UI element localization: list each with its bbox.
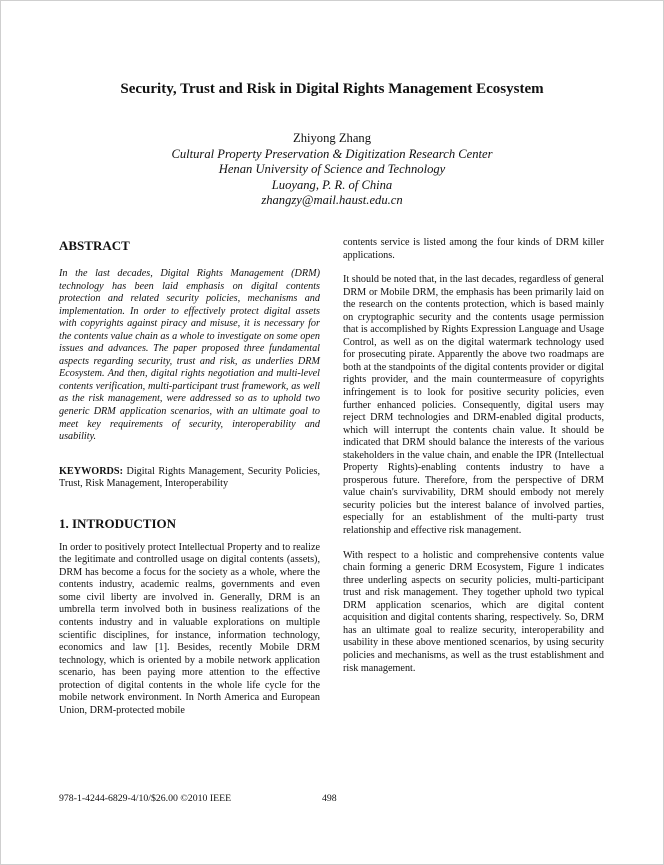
left-column (59, 237, 320, 717)
abstract-heading: ABSTRACT (59, 238, 130, 253)
affiliation-location: Luoyang, P. R. of China (271, 177, 393, 192)
introduction-paragraph-3: With respect to a holistic and comprehensive contents value chain forming a generic DRM Ecosystem, Figure 1 indicates three underling aspects on security policies, multi-participant trust and risk management. They together uphold two typical DRM application scenarios, which are digital content acquisition and digital contents sharing, respectively. So, DRM has an ultimate goal to realize security, interoperability and usability in these above mentioned scenarios, by using security policies and mechanisms, as well as the trust establishment and risk management. (343, 549, 604, 674)
footer-page-number: 498 (322, 793, 337, 804)
author-name: Zhiyong Zhang (293, 131, 371, 145)
keywords-label: KEYWORDS: (59, 465, 123, 477)
author-email: zhangzy@mail.haust.edu.cn (261, 193, 403, 208)
introduction-paragraph-1: In order to positively protect Intellectual Property and to realize the legitimate and controlled usage on digital contents (assets), DRM has become a focus for the society as a whole, where the contents industry, academic realms, governments and even some civil liberty are involved in. Generally, DRM is an umbrella term involved both in business realizations of the contents industry and in valuable explorations on multiple scientific disciplines, for instance, information technology, economics and law [1]. Besides, recently Mobile DRM technology, which is oriented by a mobile network application scenario, has been paying more attention to the effective protection of digital contents in the whole life cycle for the mobile network environment. In North America and European Union, DRM-protected mobile (59, 541, 320, 716)
introduction-heading: 1. INTRODUCTION (59, 515, 177, 531)
author-block (1, 131, 663, 209)
introduction-paragraph-1-continued: contents service is listed among the four kinds of DRM killer applications. (343, 237, 604, 261)
affiliation-university: Henan University of Science and Technology (218, 162, 446, 177)
keywords (59, 466, 320, 491)
introduction-paragraph-2: It should be noted that, in the last decades, regardless of general DRM or Mobile DRM, the emphasis has been primarily laid on the research on the contents protection, which is based mainly on cryptographic security and the contents usage permission that is accomplished by Rights Expression Language and Usage Control, as well as on the digital watermark technology used for prosecuting pirate. Apparently the above two roadmaps are both at the standpoints of the digital contents provider or digital rights provider, and the main countermeasure of copyrights infringement is to look for positive security policies, even further enhanced policies. Consequently, digital users may reject DRM technologies and DRM-enabled digital products, which will interrupt the contents chain value. It should be indicated that DRM should balance the interests of the various stakeholders in the value chain, and enable the IPR (Intellectual Property Rights)-enabling contents industry to have a prosperous future. Therefore, from the perspective of DRM value chain's survivability, DRM should embody not merely security policies but the interest balance of involved parties, especially for an establishment of the multi-party trust relationship and effective risk management. (343, 274, 604, 537)
paper-title: Security, Trust and Risk in Digital Rights Management Ecosystem (120, 81, 544, 97)
abstract-body: In the last decades, Digital Rights Management (DRM) technology has been laid emphasis on digital contents protection and related security policies, mechanisms and implementation. In order to effectively protect digital assets with copyrights against piracy and misuse, it is necessary for the contents value chain as a whole to investigate on some open issues and advances. The paper proposed three fundamental aspects regarding security, trust and risk, as underlies DRM Ecosystem. And then, digital rights negotiation and multi-level contents verification, multi-participant trust framework, as well as the risk management, were addressed so as to uphold two generic DRM application scenarios, with an ultimate goal to meet key requirements of security, interoperability and usability. (59, 268, 320, 443)
keywords-text: Digital Rights Management, Security Policies, Trust, Risk Management, Interoperability (59, 465, 320, 490)
right-column (343, 237, 604, 675)
footer-isbn: 978-1-4244-6829-4/10/$26.00 ©2010 IEEE (59, 793, 232, 804)
affiliation-center: Cultural Property Preservation & Digitization Research Center (171, 146, 493, 161)
